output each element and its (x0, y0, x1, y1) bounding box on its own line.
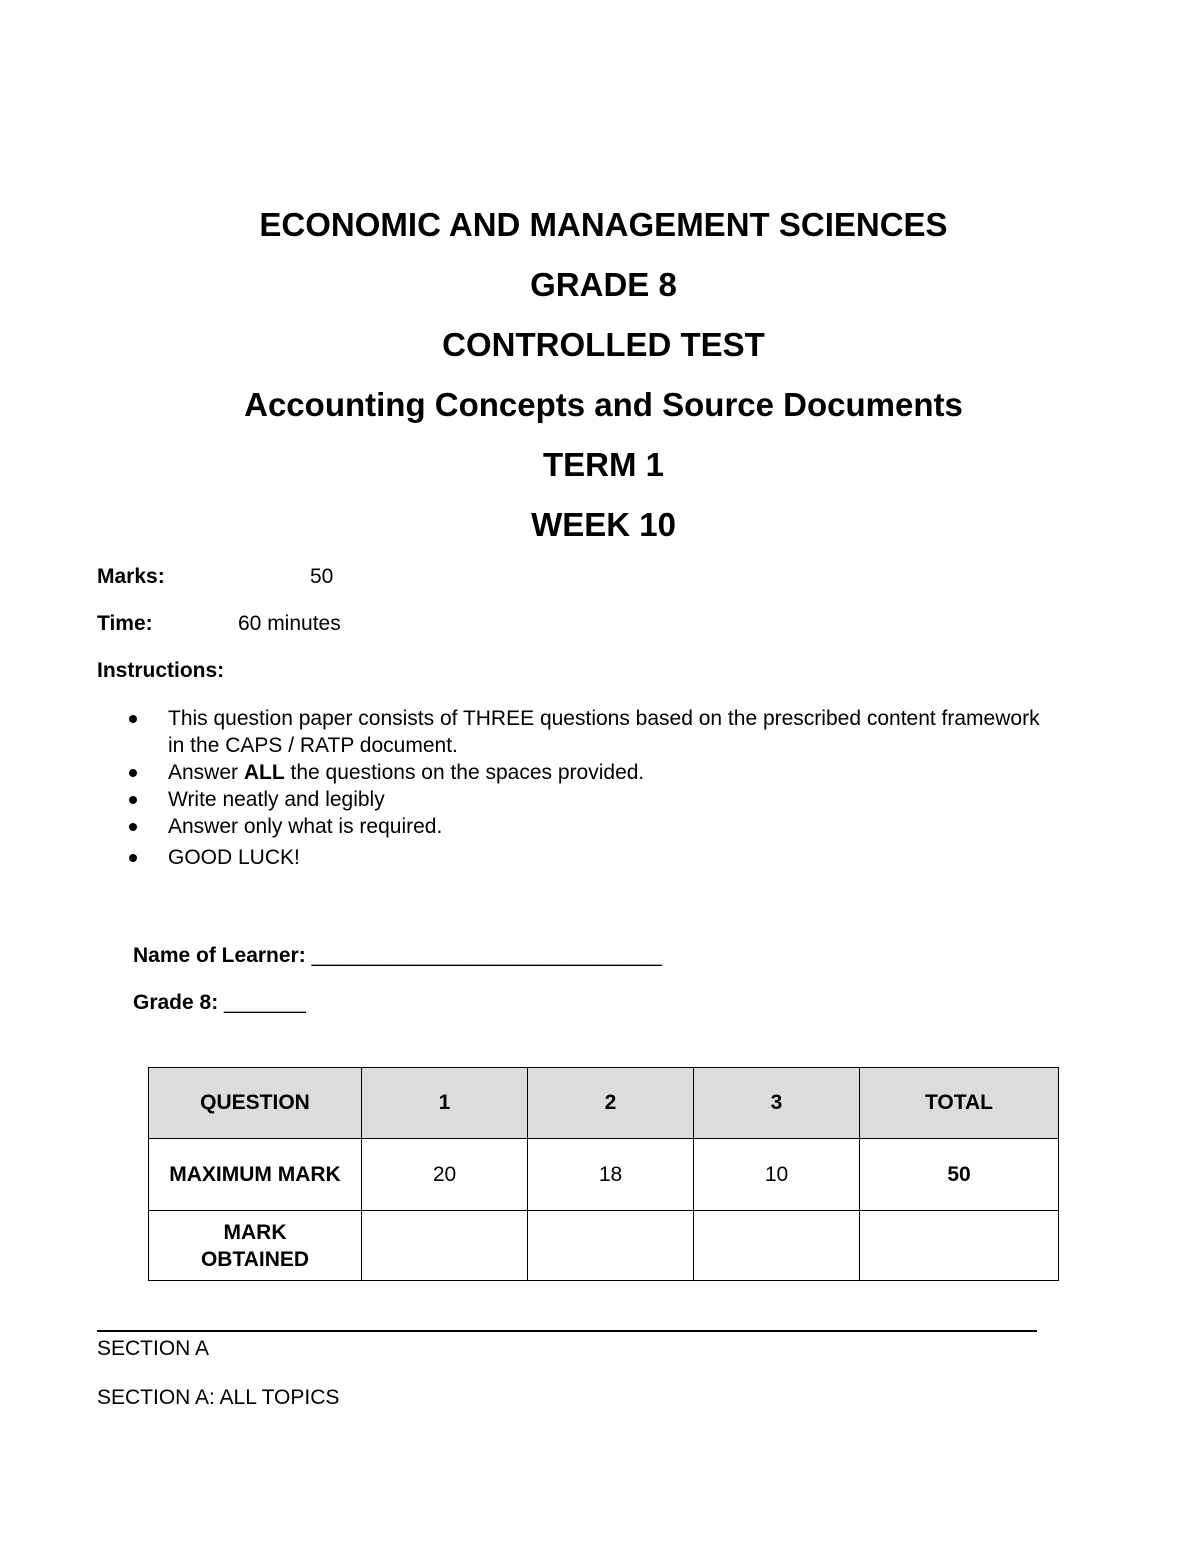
mark-input-cell[interactable] (362, 1211, 528, 1281)
instruction-item (0, 759, 1048, 786)
week-title: WEEK 10 (531, 506, 676, 543)
table-cell: 18 (528, 1139, 694, 1211)
bullet-icon (129, 796, 137, 804)
instructions-label: Instructions: (97, 659, 225, 682)
header-cell: QUESTION (149, 1068, 362, 1139)
table-cell: 10 (694, 1139, 860, 1211)
term-title: TERM 1 (542, 446, 664, 483)
instruction-item (0, 844, 1048, 871)
total-input-cell[interactable] (860, 1211, 1059, 1281)
header-cell: 3 (694, 1068, 860, 1139)
topic-title: Accounting Concepts and Source Documents (244, 386, 963, 423)
test-type-title: CONTROLLED TEST (442, 326, 765, 363)
bullet-icon (129, 823, 137, 831)
learner-grade-field[interactable] (133, 991, 306, 1015)
table-row (149, 1139, 1059, 1211)
instruction-text: This question paper consists of THREE questions based on the prescribed content framework in the CAPS / RATP document. (168, 707, 1040, 757)
instructions-list (0, 705, 1048, 871)
time-line (97, 612, 341, 636)
row-label (149, 1211, 362, 1281)
section-a-topics-heading: SECTION A: ALL TOPICS (97, 1386, 340, 1409)
learner-grade-blank[interactable]: _______ (224, 991, 306, 1014)
mark-input-cell[interactable] (694, 1211, 860, 1281)
mark-input-cell[interactable] (528, 1211, 694, 1281)
instruction-item (0, 786, 1048, 813)
table-cell: 20 (362, 1139, 528, 1211)
instruction-text: Answer (168, 761, 244, 784)
header-cell: 1 (362, 1068, 528, 1139)
instruction-item (0, 813, 1048, 840)
time-value: 60 minutes (238, 612, 341, 635)
row-label-text: MARK OBTAINED (200, 1220, 310, 1271)
grade-title: GRADE 8 (530, 266, 677, 303)
bullet-icon (129, 715, 137, 723)
bullet-icon (129, 854, 137, 862)
table-row (149, 1211, 1059, 1281)
section-divider (97, 1330, 1037, 1332)
learner-name-label: Name of Learner: (133, 944, 306, 967)
instruction-item (0, 705, 1048, 759)
time-label: Time: (97, 612, 153, 635)
instruction-text: Answer only what is required. (168, 815, 443, 838)
row-label: MAXIMUM MARK (149, 1139, 362, 1211)
marks-table (148, 1067, 1059, 1281)
instruction-text: Write neatly and legibly (168, 788, 385, 811)
learner-grade-label: Grade 8: (133, 991, 219, 1014)
subject-title: ECONOMIC AND MANAGEMENT SCIENCES (259, 206, 948, 243)
header-cell: TOTAL (860, 1068, 1059, 1139)
marks-label: Marks: (97, 565, 165, 588)
header-cell: 2 (528, 1068, 694, 1139)
instruction-emphasis: ALL (243, 761, 285, 784)
learner-name-blank[interactable]: ______________________________ (311, 944, 662, 967)
total-cell: 50 (860, 1139, 1059, 1211)
instruction-text: GOOD LUCK! (168, 846, 300, 869)
table-header-row (149, 1068, 1059, 1139)
section-a-heading: SECTION A (97, 1337, 210, 1360)
learner-name-field[interactable] (133, 944, 662, 968)
marks-line (97, 565, 334, 589)
title-block (0, 203, 1200, 563)
bullet-icon (129, 769, 137, 777)
marks-value: 50 (310, 565, 334, 588)
instruction-text: the questions on the spaces provided. (284, 761, 645, 784)
